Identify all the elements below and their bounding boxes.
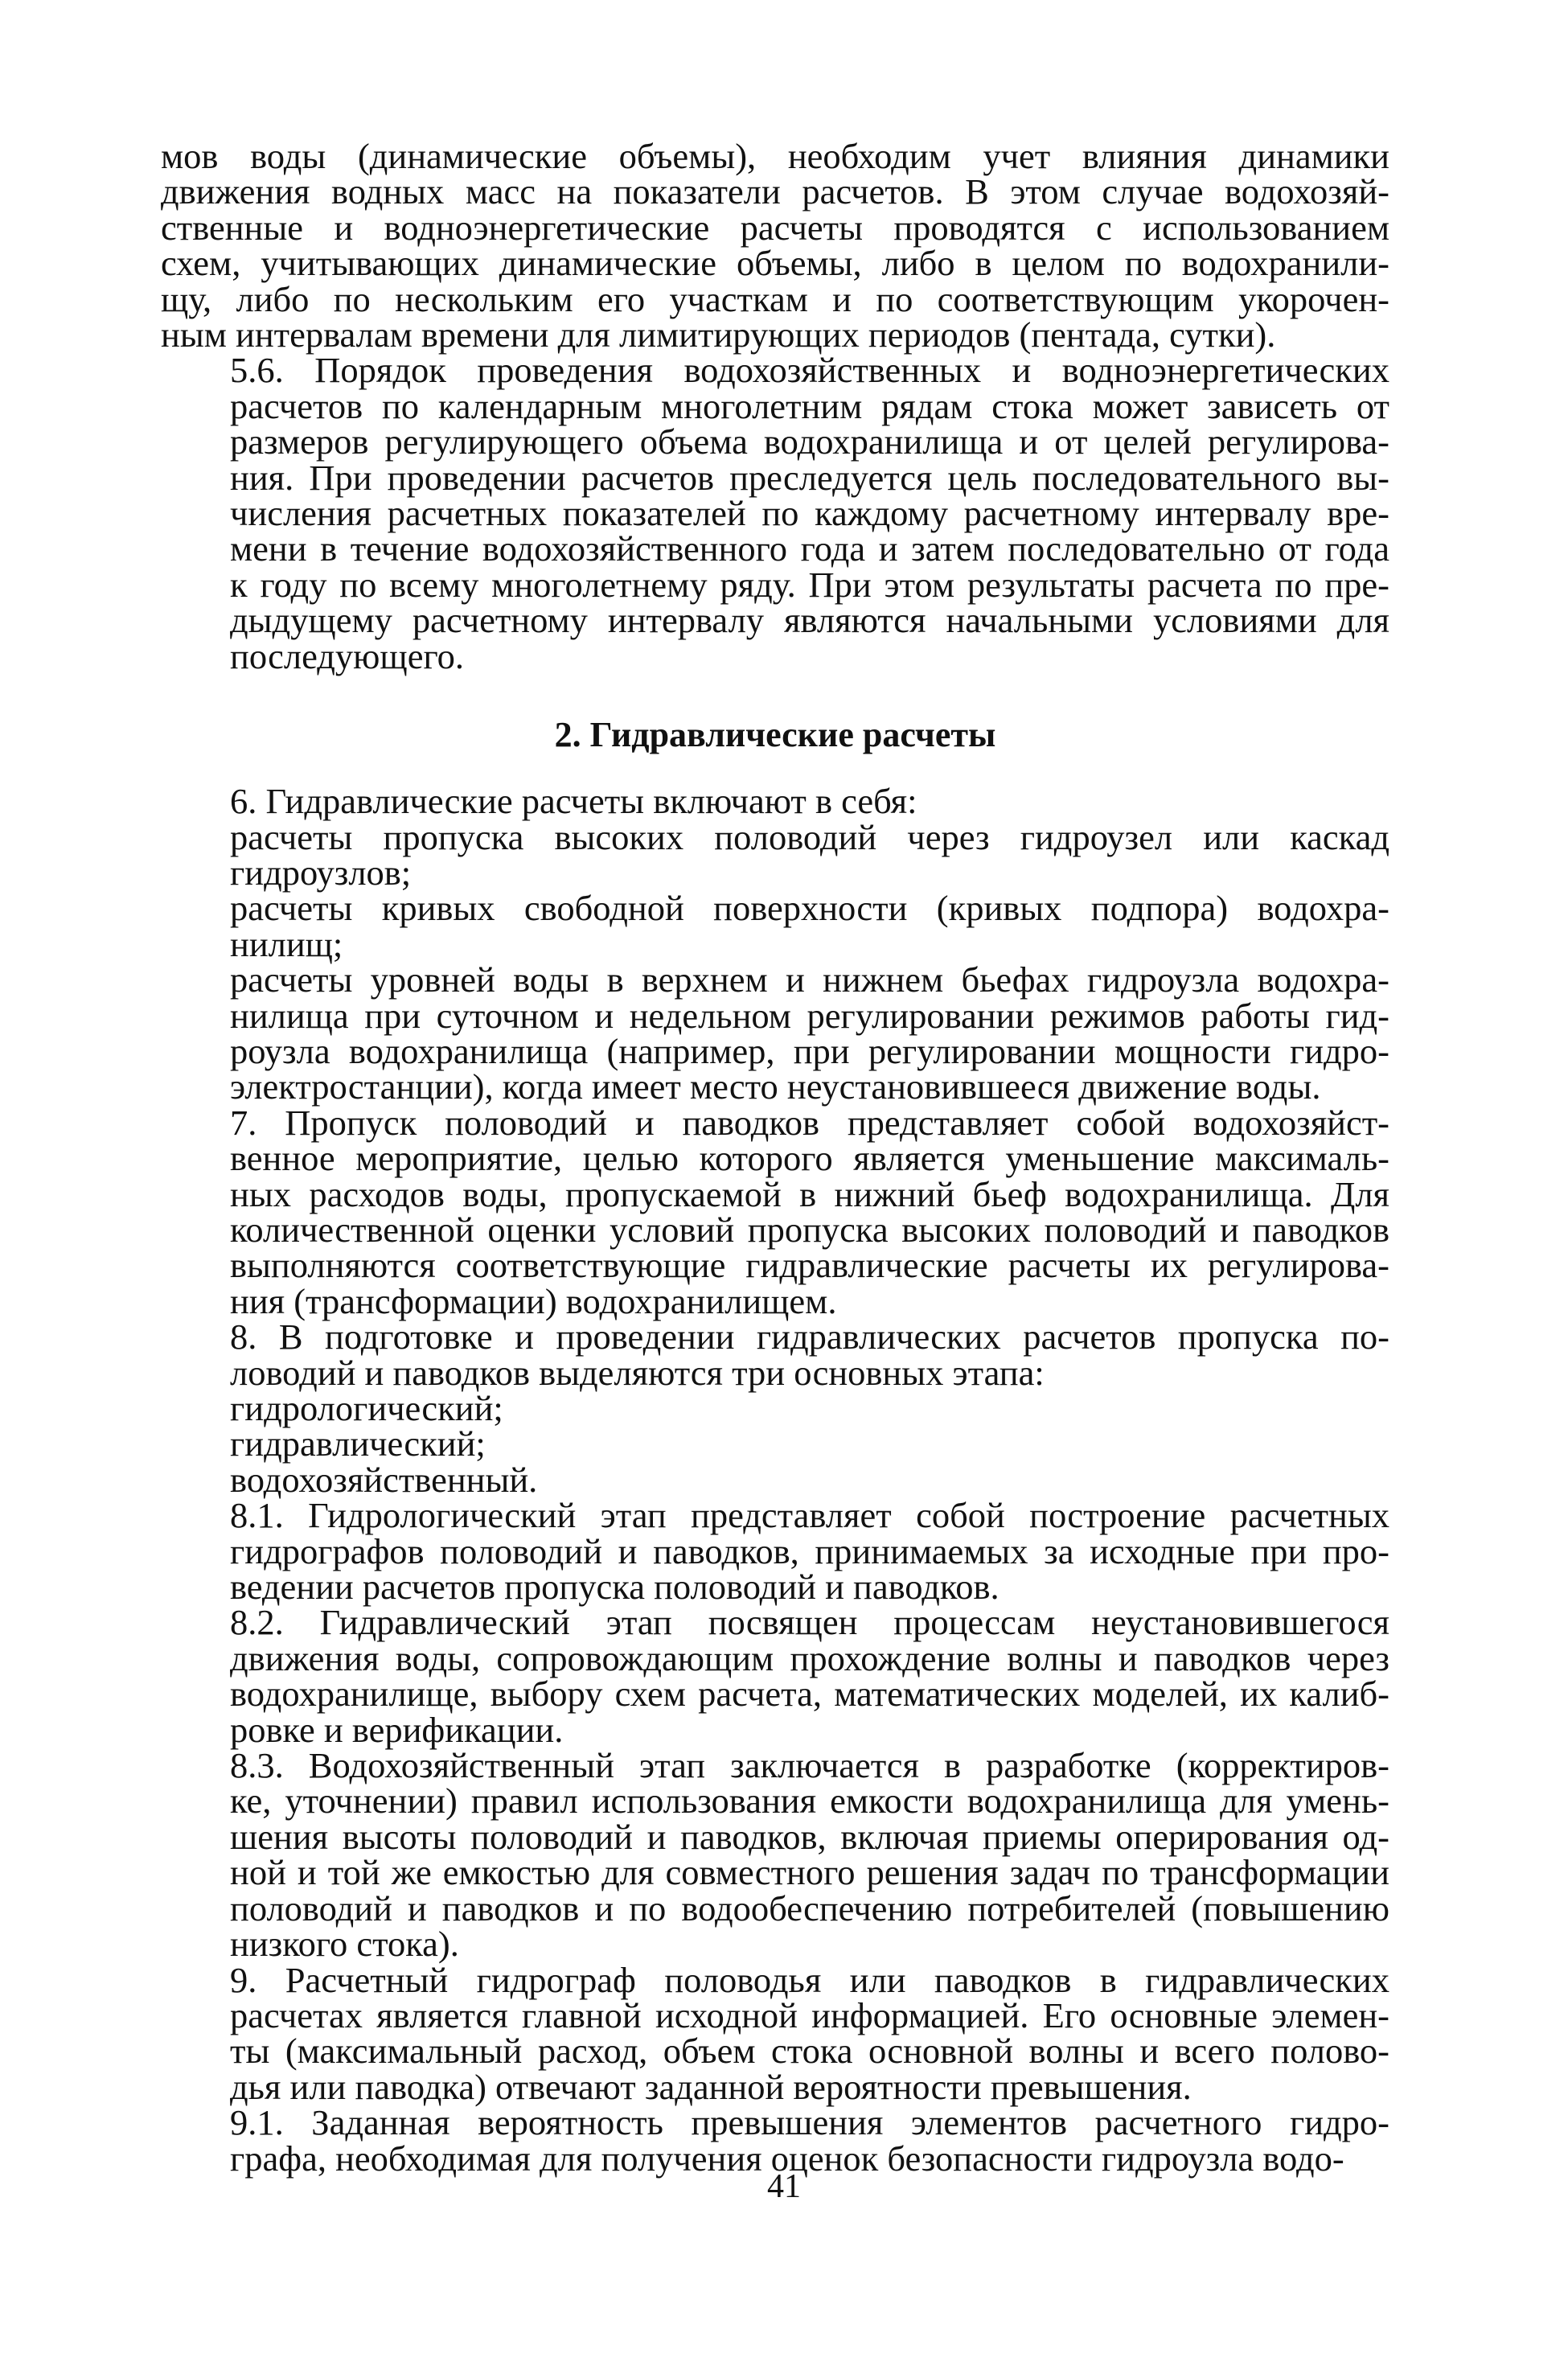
paragraph-6-a bbox=[161, 816, 1389, 893]
text-line: ственные и водноэнергетические расчеты проводятся с использованием bbox=[161, 207, 1389, 248]
paragraph-8-1 bbox=[161, 1495, 1389, 1608]
text-line: расчеты уровней воды в верхнем и нижнем бьефах гидроузла водохра- bbox=[230, 959, 1389, 1000]
list-item-water-management: водохозяйственный. bbox=[230, 1459, 538, 1500]
paragraph-6 bbox=[161, 781, 1389, 822]
text-line: размеров регулирующего объема водохранилища и от целей регулирова- bbox=[230, 421, 1389, 462]
list-item-hydraulic: гидравлический; bbox=[230, 1423, 486, 1464]
text-line: расчеты кривых свободной поверхности (кривых подпора) водохра- bbox=[230, 888, 1389, 929]
text-line: ровке и верификации. bbox=[230, 1709, 564, 1750]
text-line: водохранилище, выбору схем расчета, математических моделей, их калиб- bbox=[230, 1674, 1389, 1715]
text-line: низкого стока). bbox=[230, 1924, 459, 1965]
text-line: 8.1. Гидрологический этап представляет собой построение расчетных bbox=[230, 1495, 1389, 1536]
text-line: ведении расчетов пропуска половодий и паводков. bbox=[230, 1567, 999, 1608]
paragraph-6-c bbox=[161, 959, 1389, 1107]
text-line: ты (максимальный расход, объем стока основной волны и всего полово- bbox=[230, 2031, 1389, 2072]
text-line: нилищ; bbox=[230, 923, 343, 964]
text-line: мени в течение водохозяйственного года и затем последовательно от года bbox=[230, 528, 1389, 569]
paragraph-7 bbox=[161, 1102, 1389, 1321]
text-line: движения водных масс на показатели расчетов. В этом случае водохозяй- bbox=[161, 171, 1389, 212]
text-line: числения расчетных показателей по каждому расчетному интервалу вре- bbox=[230, 493, 1389, 534]
text-line: гидрографов половодий и паводков, принимаемых за исходные при про- bbox=[230, 1530, 1389, 1571]
text-line: половодий и паводков и по водообеспечению потребителей (повышению bbox=[230, 1887, 1389, 1928]
text-line: ния (трансформации) водохранилищем. bbox=[230, 1280, 837, 1321]
text-line: последующего. bbox=[230, 635, 464, 676]
text-line: дыдущему расчетному интервалу являются начальными условиями для bbox=[230, 600, 1389, 641]
text-line: графа, необходимая для получения оценок безопасности гидроузла водо- bbox=[230, 2138, 1344, 2179]
text-line: ной и той же емкостью для совместного решения задач по трансформации bbox=[230, 1852, 1389, 1893]
paragraph-8-3 bbox=[161, 1745, 1389, 1965]
text-line: шения высоты половодий и паводков, включая приемы оперирования од- bbox=[230, 1816, 1389, 1857]
text-line: 7. Пропуск половодий и паводков представляет собой водохозяйст- bbox=[230, 1102, 1389, 1143]
page-number: 41 bbox=[767, 2168, 801, 2205]
text-line: к году по всему многолетнему ряду. При этом результаты расчета по пре- bbox=[230, 564, 1389, 605]
text-line: движения воды, сопровождающим прохождение волны и паводков через bbox=[230, 1637, 1389, 1678]
text-line: ных расходов воды, пропускаемой в нижний бьеф водохранилища. Для bbox=[230, 1173, 1389, 1214]
text-line: 8. В подготовке и проведении гидравлических расчетов пропуска по- bbox=[230, 1316, 1389, 1357]
text-line: венное мероприятие, целью которого является уменьшение максималь- bbox=[230, 1138, 1389, 1179]
text-line: 9. Расчетный гидрограф половодья или паводков в гидравлических bbox=[230, 1959, 1389, 2000]
text-line: гидроузлов; bbox=[230, 852, 412, 893]
paragraph-intro bbox=[161, 136, 1389, 355]
page-body bbox=[161, 136, 1389, 2179]
text-line: количественной оценки условий пропуска высоких половодий и паводков bbox=[230, 1209, 1389, 1250]
text-line: ным интервалам времени для лимитирующих периодов (пентада, сутки). bbox=[161, 314, 1276, 355]
text-line: дья или паводка) отвечают заданной вероятности превышения. bbox=[230, 2066, 1192, 2107]
text-line: нилища при суточном и недельном регулировании режимов работы гид- bbox=[230, 995, 1389, 1036]
text-line: расчетов по календарным многолетним рядам стока может зависеть от bbox=[230, 385, 1389, 426]
text-line: выполняются соответствующие гидравлические расчеты их регулирова- bbox=[230, 1245, 1389, 1286]
text-line: расчеты пропуска высоких половодий через гидроузел или каскад bbox=[230, 816, 1389, 857]
text-line: расчетах является главной исходной информацией. Его основные элемен- bbox=[230, 1994, 1389, 2035]
text-line: 6. Гидравлические расчеты включают в себя: bbox=[230, 781, 917, 822]
text-line: 8.2. Гидравлический этап посвящен процессам неустановившегося bbox=[230, 1602, 1389, 1643]
text-line: ке, уточнении) правил использования емкости водохранилища для умень- bbox=[230, 1780, 1389, 1822]
section-heading: 2. Гидравлические расчеты bbox=[554, 715, 996, 755]
text-line: щу, либо по нескольким его участкам и по соответствующим укорочен- bbox=[161, 278, 1389, 319]
paragraph-8-2 bbox=[161, 1604, 1389, 1748]
paragraph-5-6 bbox=[161, 352, 1389, 674]
paragraph-9-1 bbox=[161, 2102, 1389, 2179]
list-item-hydrologic: гидрологический; bbox=[230, 1388, 503, 1428]
paragraph-8 bbox=[161, 1316, 1389, 1393]
text-line: 8.3. Водохозяйственный этап заключается в разработке (корректиров- bbox=[230, 1745, 1389, 1786]
paragraph-6-b bbox=[161, 890, 1389, 962]
text-line: электростанции), когда имеет место неустановившееся движение воды. bbox=[230, 1066, 1321, 1107]
text-line: ловодий и паводков выделяются три основных этапа: bbox=[230, 1352, 1045, 1393]
text-line: 9.1. Заданная вероятность превышения элементов расчетного гидро- bbox=[230, 2102, 1389, 2143]
text-line: роузла водохранилища (например, при регулировании мощности гидро- bbox=[230, 1030, 1389, 1071]
text-line: ния. При проведении расчетов преследуется цель последовательного вы- bbox=[230, 457, 1389, 498]
text-line: мов воды (динамические объемы), необходим учет влияния динамики bbox=[161, 136, 1389, 176]
text-line: схем, учитывающих динамические объемы, либо в целом по водохранили- bbox=[161, 243, 1389, 284]
text-line: 5.6. Порядок проведения водохозяйственных и водноэнергетических bbox=[230, 350, 1389, 391]
paragraph-9 bbox=[161, 1959, 1389, 2107]
